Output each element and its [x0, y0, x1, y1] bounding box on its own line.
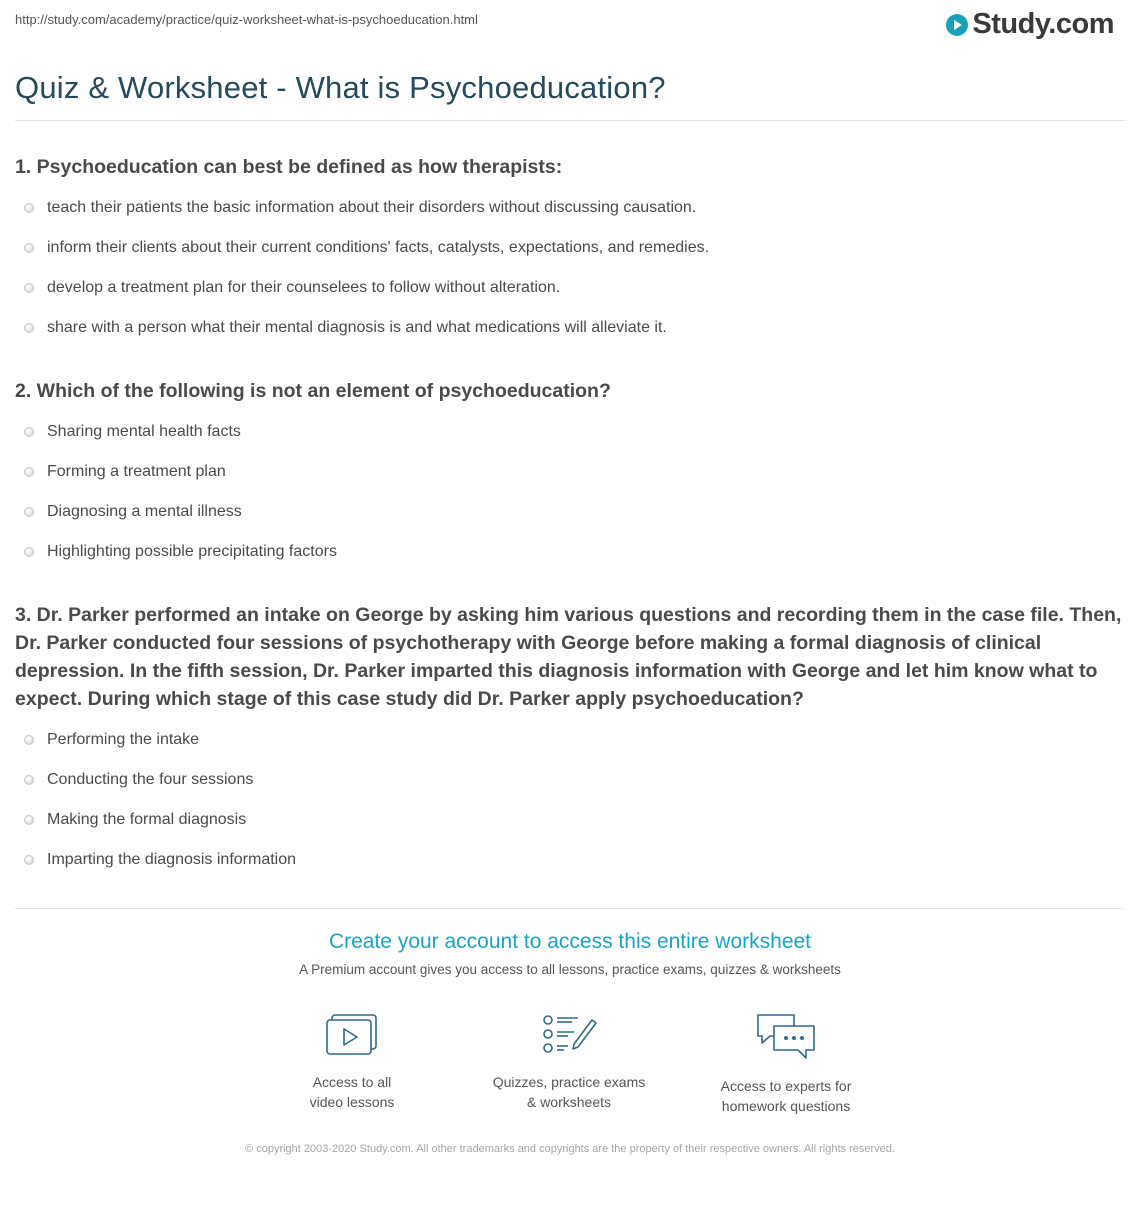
question-2: 2. Which of the following is not an element of psychoeducation? [15, 380, 611, 402]
feature-label: Quizzes, practice exams & worksheets [492, 1074, 646, 1110]
answer-list-2 [15, 412, 337, 572]
radio-button[interactable] [24, 427, 34, 437]
radio-button[interactable] [24, 507, 34, 517]
top-bar [0, 0, 1140, 48]
answer-option[interactable] [15, 492, 337, 532]
answer-label: Making the formal diagnosis [47, 811, 247, 828]
question-3: 3. Dr. Parker performed an intake on George by asking him various questions and recording them in the case file. Then, Dr. Parker conducted four sessions of psychotherapy with George before making a formal diagnosis of clinical depression. In the fifth session, Dr. Parker imparted this diagnosis information with George and let him know what to expect. During which stage of this case study did Dr. Parker apply psychoeducation? [15, 604, 1122, 710]
answer-label: Performing the intake [47, 731, 200, 748]
radio-button[interactable] [24, 547, 34, 557]
radio-button[interactable] [24, 467, 34, 477]
radio-button[interactable] [24, 203, 34, 213]
cta-divider [15, 908, 1125, 909]
answer-option[interactable] [15, 800, 296, 840]
answer-option[interactable] [15, 228, 709, 268]
cta-subtitle: A Premium account gives you access to all lessons, practice exams, quizzes & worksheets [299, 962, 841, 977]
create-account-link[interactable]: Create your account to access this entire worksheet [328, 930, 812, 953]
radio-button[interactable] [24, 855, 34, 865]
title-divider [15, 120, 1125, 121]
answer-label: Forming a treatment plan [47, 463, 226, 480]
chat-bubbles-icon [754, 1012, 818, 1062]
answer-label: Imparting the diagnosis information [47, 851, 297, 868]
answer-option[interactable] [15, 188, 709, 228]
answer-label: Diagnosing a mental illness [47, 503, 242, 520]
radio-button[interactable] [24, 735, 34, 745]
quiz-checklist-icon [540, 1012, 598, 1058]
radio-button[interactable] [24, 283, 34, 293]
page-title: Quiz & Worksheet - What is Psychoeducation? [15, 70, 666, 105]
answer-label: develop a treatment plan for their counselees to follow without alteration. [47, 279, 561, 296]
answer-option[interactable] [15, 452, 337, 492]
page-url: http://study.com/academy/practice/quiz-worksheet-what-is-psychoeducation.html [15, 12, 478, 27]
answer-option[interactable] [15, 532, 337, 572]
radio-button[interactable] [24, 775, 34, 785]
answer-option[interactable] [15, 268, 709, 308]
radio-button[interactable] [24, 815, 34, 825]
study-logo[interactable] [946, 8, 1114, 41]
answer-label: Conducting the four sessions [47, 771, 254, 788]
footer-copyright: © copyright 2003-2020 Study.com. All other trademarks and copyrights are the property of their respective owners. All rights reserved. [245, 1143, 895, 1155]
answer-list-1 [15, 188, 709, 348]
answer-option[interactable] [15, 412, 337, 452]
play-circle-icon [946, 14, 968, 36]
answer-label: Sharing mental health facts [47, 423, 241, 440]
question-1: 1. Psychoeducation can best be defined as how therapists: [15, 156, 563, 178]
answer-label: inform their clients about their current conditions' facts, catalysts, expectations, and remedies. [47, 239, 710, 256]
answer-list-3 [15, 720, 296, 880]
feature-experts [706, 1012, 866, 1116]
answer-option[interactable] [15, 308, 709, 348]
answer-label: teach their patients the basic information about their disorders without discussing causation. [47, 199, 697, 216]
answer-option[interactable] [15, 720, 296, 760]
feature-video-lessons [272, 1012, 432, 1112]
answer-option[interactable] [15, 840, 296, 880]
video-lesson-icon [324, 1012, 380, 1058]
answer-option[interactable] [15, 760, 296, 800]
feature-label: Access to experts for homework questions [720, 1078, 852, 1114]
feature-label: Access to all video lessons [309, 1074, 395, 1110]
answer-label: Highlighting possible precipitating factors [47, 543, 337, 560]
logo-text: Study.com [972, 8, 1114, 40]
feature-quizzes [489, 1012, 649, 1112]
radio-button[interactable] [24, 243, 34, 253]
radio-button[interactable] [24, 323, 34, 333]
answer-label: share with a person what their mental diagnosis is and what medications will alleviate it. [47, 319, 667, 336]
